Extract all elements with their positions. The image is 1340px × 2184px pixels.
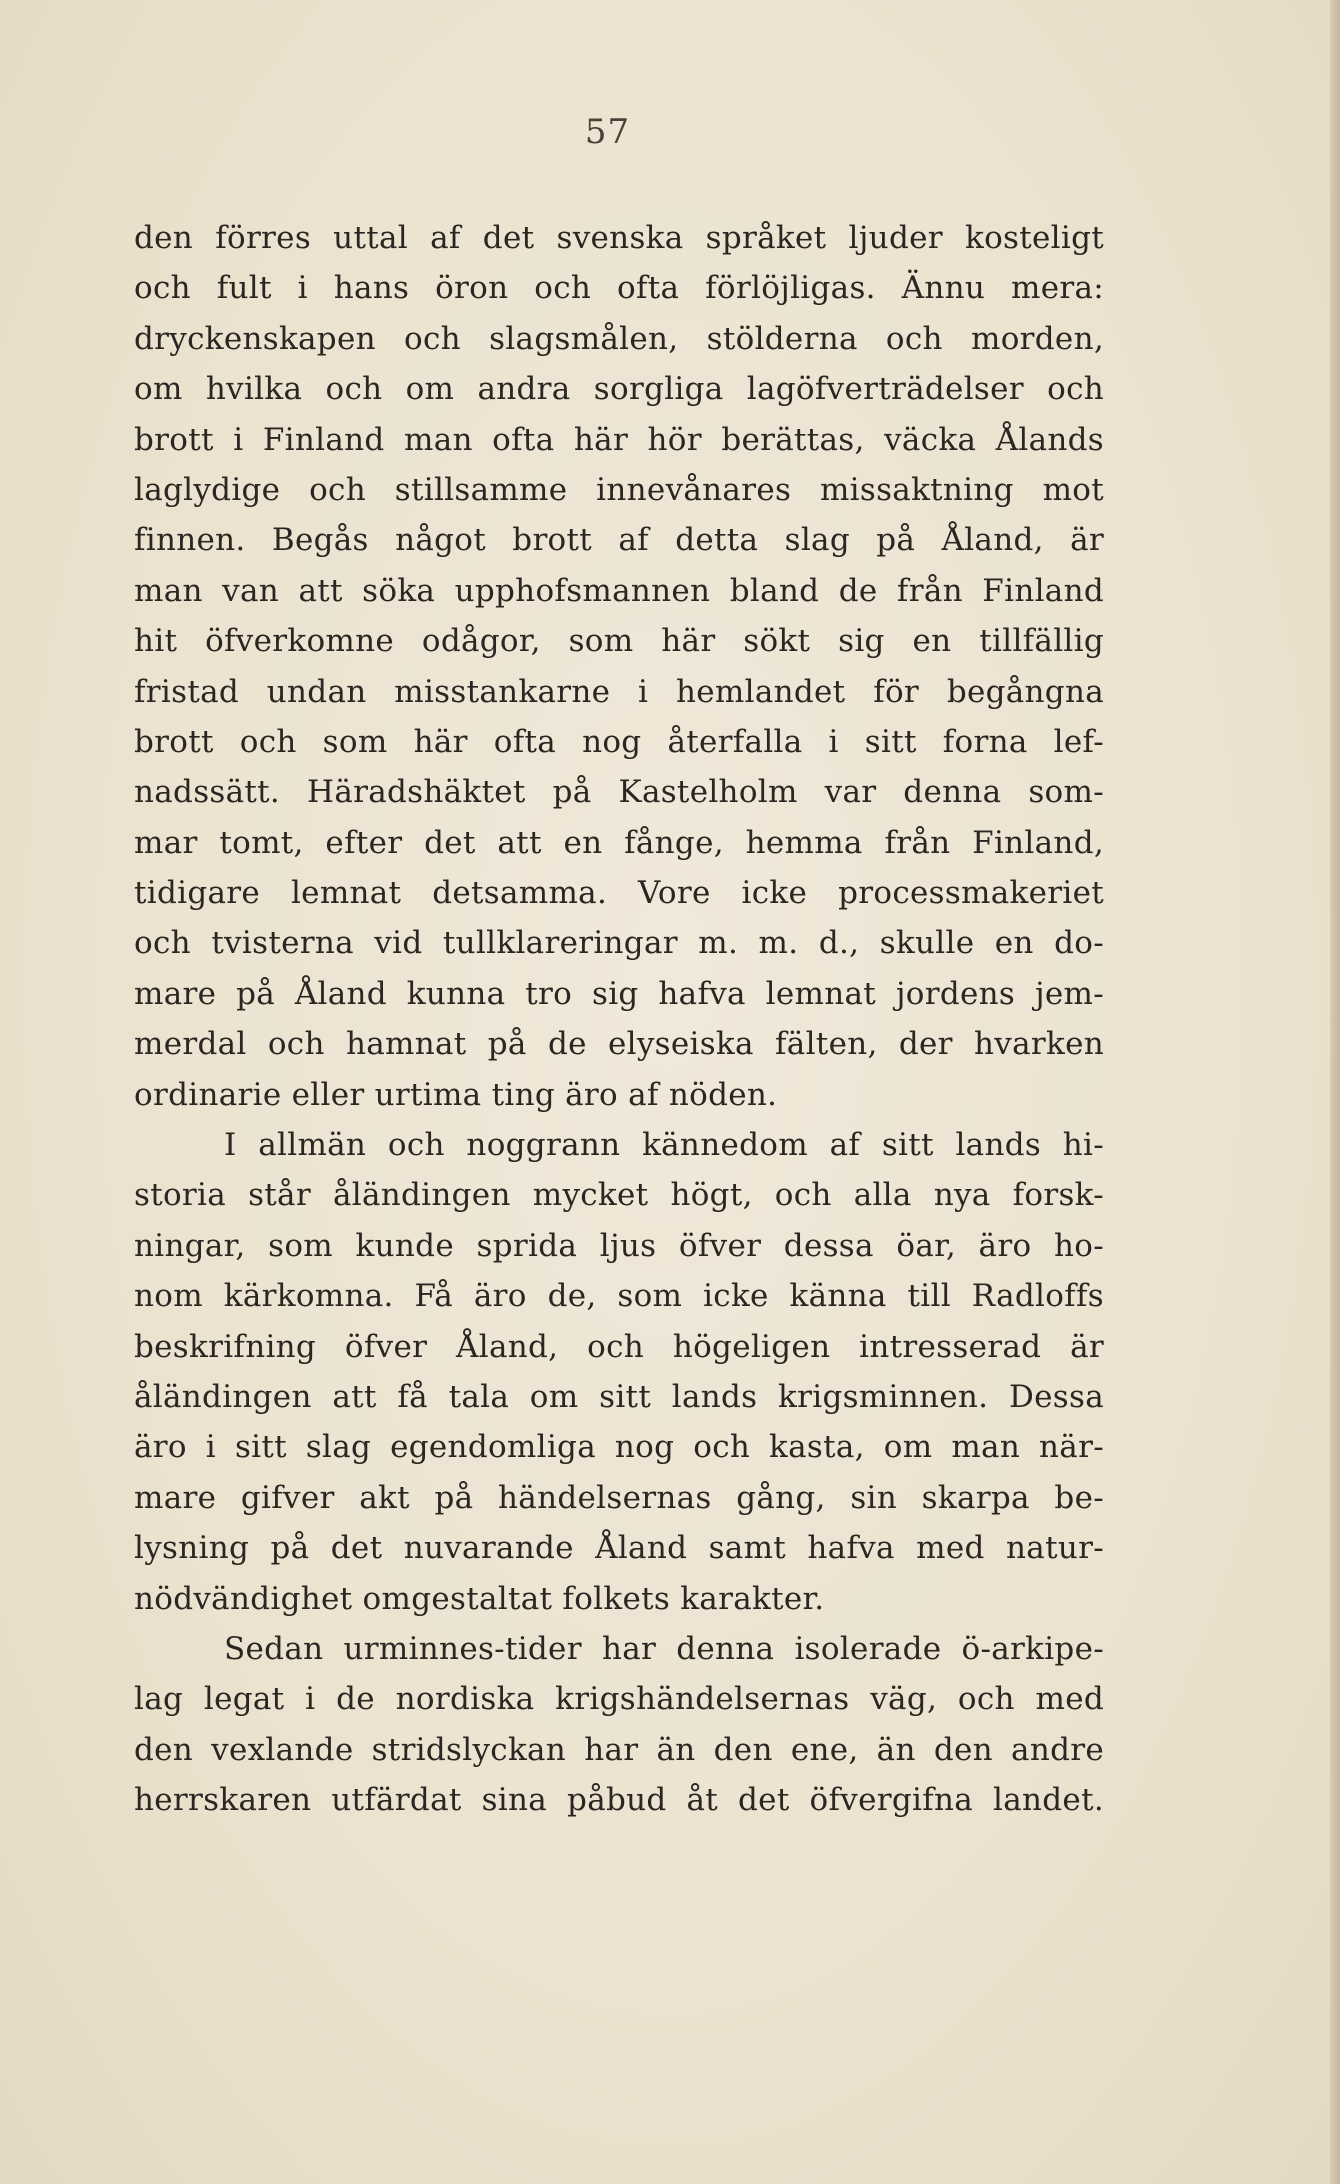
text-line: brott i Finland man ofta här hör berättas, väcka Ålands (134, 421, 1104, 458)
text-line: lag legat i de nordiska krigshändelsernas väg, och med (134, 1681, 1104, 1718)
paragraph-end-line: ordinarie eller urtima ting äro af nöden. (134, 1076, 778, 1113)
text-line: dryckenskapen och slagsmålen, stölderna och morden, (134, 320, 1104, 357)
text-line: den förres uttal af det svenska språket ljuder kosteligt (134, 220, 1104, 256)
text-line: den vexlande stridslyckan har än den ene, än den andre (134, 1731, 1104, 1768)
text-line: nadssätt. Häradshäktet på Kastelholm var denna som- (134, 774, 1104, 811)
text-line: finnen. Begås något brott af detta slag på Åland, är (134, 522, 1104, 559)
text-line: storia står åländingen mycket högt, och alla nya forsk- (134, 1177, 1104, 1214)
text-line: tidigare lemnat detsamma. Vore icke processmakeriet (134, 875, 1104, 912)
text-line: och tvisterna vid tullklareringar m. m. d., skulle en do- (134, 925, 1104, 962)
text-line: laglydige och stillsamme innevånares missaktning mot (134, 471, 1104, 508)
text-line: fristad undan misstankarne i hemlandet för begångna (134, 673, 1104, 710)
text-line: nom kärkomna. Få äro de, som icke känna till Radloffs (134, 1278, 1104, 1315)
text-line: herrskaren utfärdat sina påbud åt det öfvergifna landet. (134, 1782, 1104, 1819)
text-line: åländingen att få tala om sitt lands krigsminnen. Dessa (134, 1378, 1104, 1415)
paragraph-end-line: nödvändighet omgestaltat folkets karakter. (134, 1580, 825, 1617)
page-number: 57 (584, 112, 631, 152)
body-text (134, 213, 1104, 1826)
text-line: äro i sitt slag egendomliga nog och kasta, om man när- (134, 1429, 1104, 1466)
text-line: beskrifning öfver Åland, och högeligen intresserad är (134, 1328, 1104, 1365)
text-line: mar tomt, efter det att en fånge, hemma från Finland, (134, 824, 1104, 861)
text-line: mare gifver akt på händelsernas gång, sin skarpa be- (134, 1479, 1104, 1516)
paragraph-start-line: I allmän och noggrann kännedom af sitt lands hi- (224, 1127, 1104, 1164)
text-line: om hvilka och om andra sorgliga lagöfverträdelser och (134, 371, 1104, 408)
text-line: och fult i hans öron och ofta förlöjligas. Ännu mera: (134, 270, 1104, 307)
text-line: brott och som här ofta nog återfalla i sitt forna lef- (134, 723, 1104, 760)
text-line: hit öfverkomne odågor, som här sökt sig en tillfällig (134, 623, 1104, 660)
paragraph-start-line: Sedan urminnes-tider har denna isolerade ö-arkipe- (224, 1630, 1104, 1667)
text-line: man van att söka upphofsmannen bland de från Finland (134, 572, 1104, 609)
text-line: lysning på det nuvarande Åland samt hafva med natur- (134, 1530, 1104, 1567)
text-line: mare på Åland kunna tro sig hafva lemnat jordens jem- (134, 975, 1104, 1012)
page-edge-shadow (1330, 0, 1340, 2184)
text-line: ningar, som kunde sprida ljus öfver dessa öar, äro ho- (134, 1227, 1104, 1264)
text-line: merdal och hamnat på de elyseiska fälten, der hvarken (134, 1026, 1104, 1063)
